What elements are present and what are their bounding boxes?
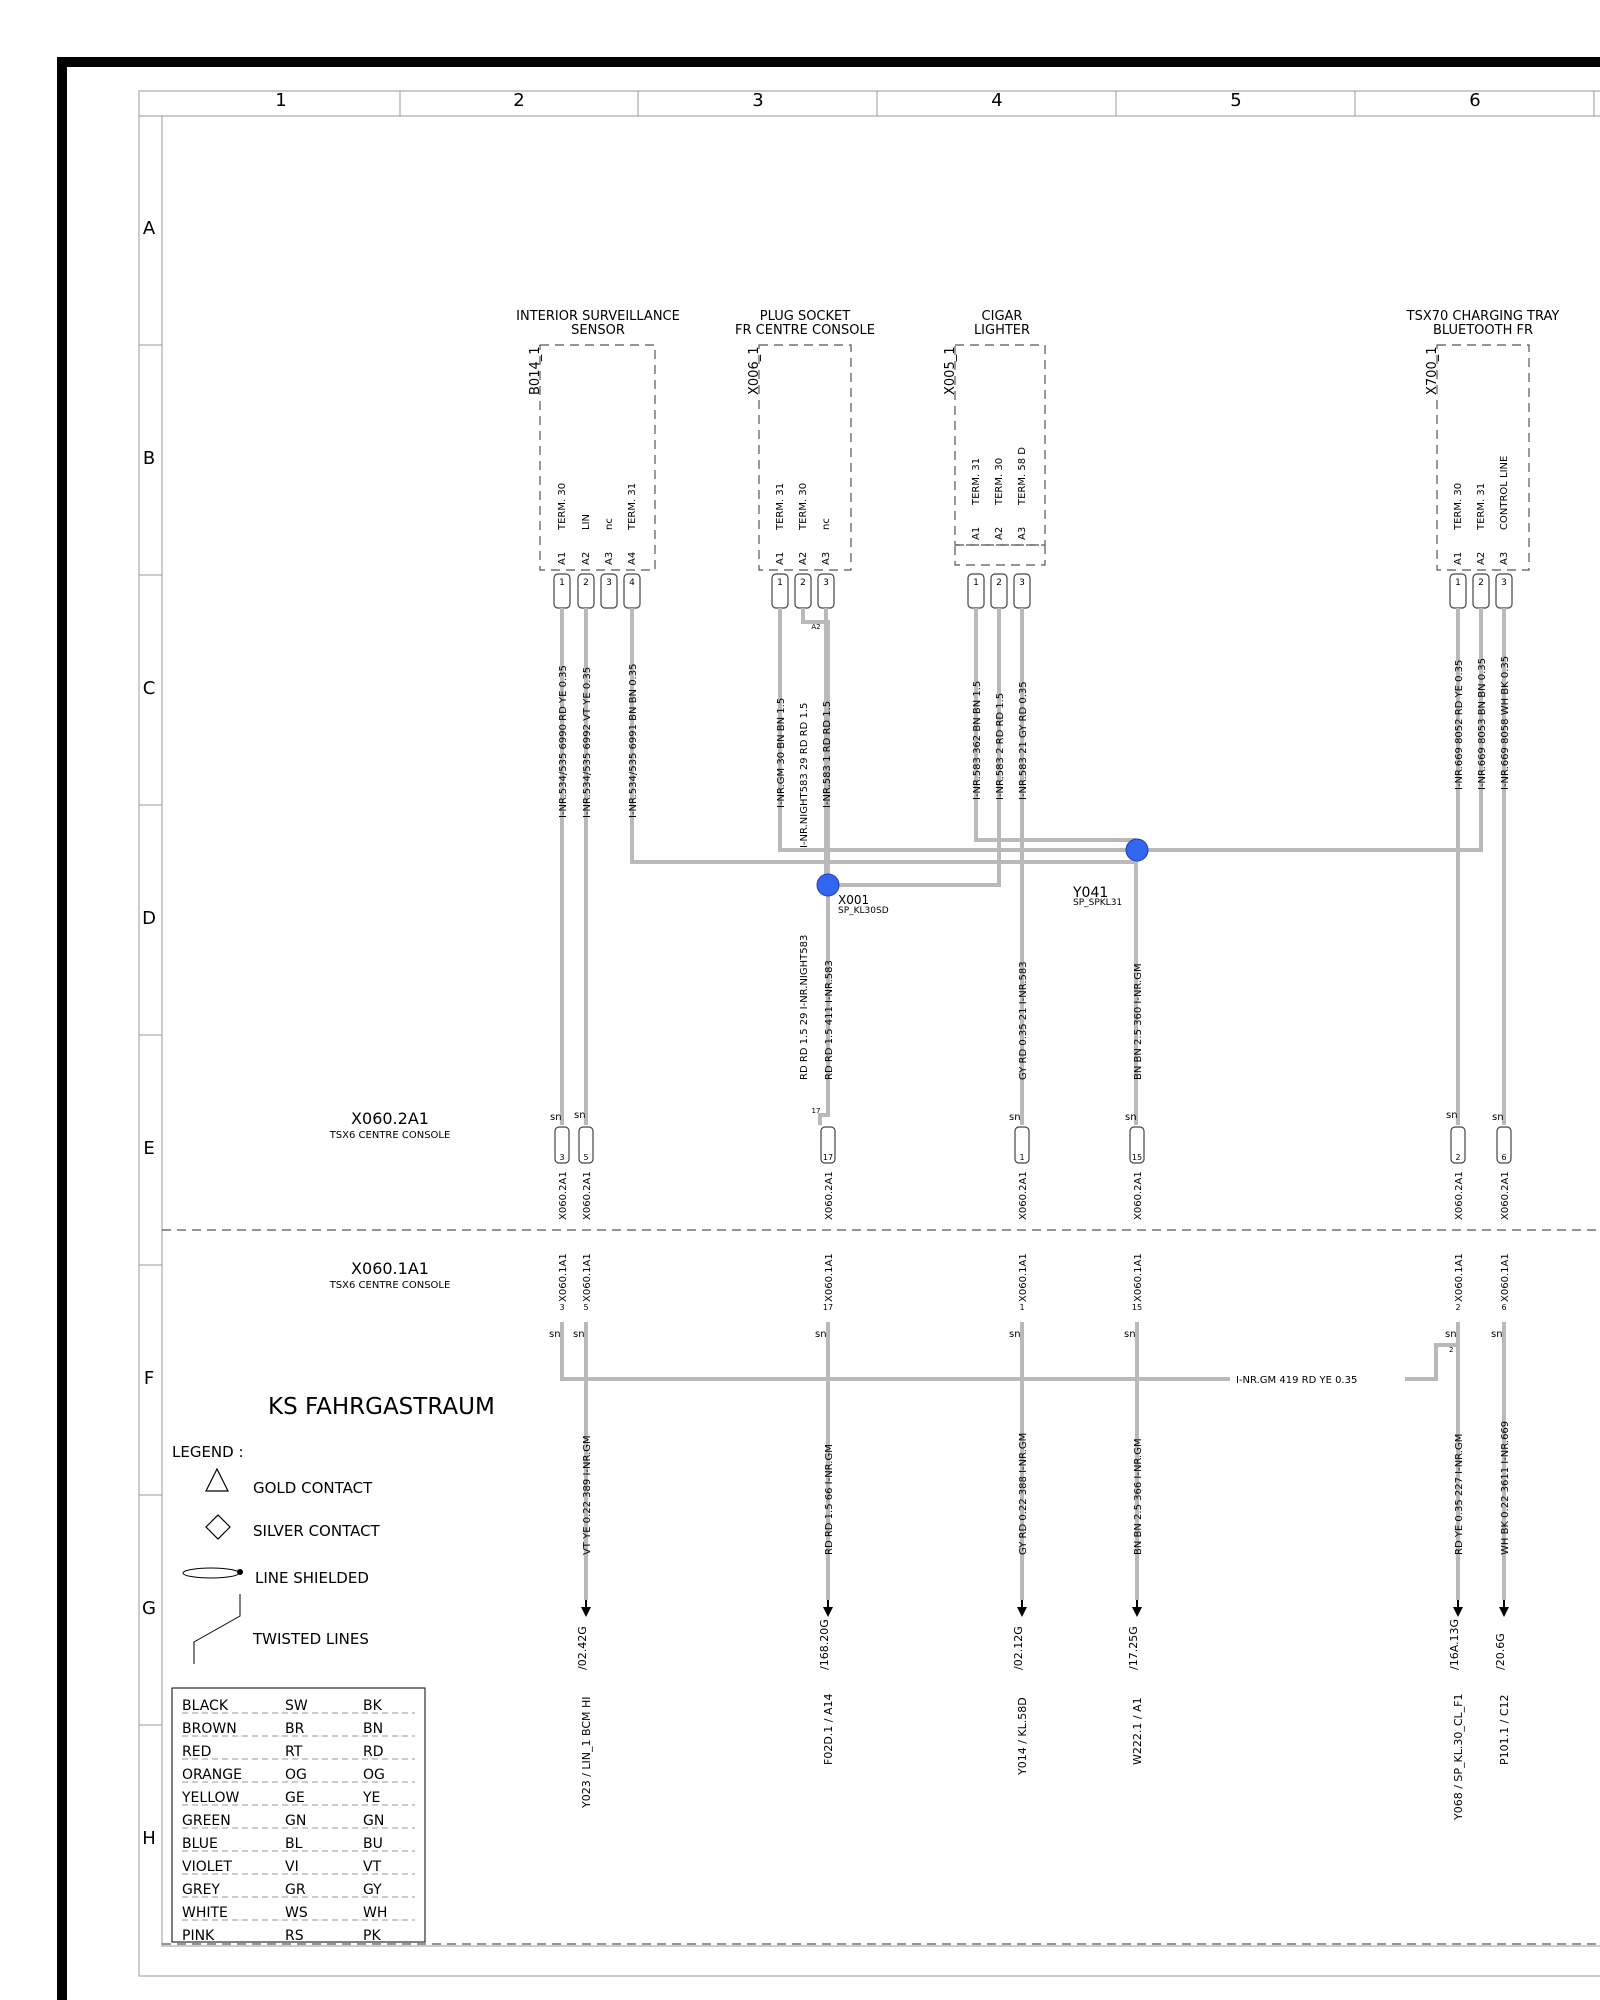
row-label: D: [142, 908, 156, 929]
color-name: ORANGE: [182, 1767, 242, 1783]
wire-label: I-NR.GM 419 RD YE 0.35: [1236, 1375, 1358, 1386]
pin-id: A1: [1453, 551, 1464, 565]
pin-number: 2: [996, 578, 1002, 588]
upper-wire-labels: [558, 623, 1511, 848]
component-b014[interactable]: [516, 309, 680, 608]
connector-pin-label: X060.1A1: [558, 1253, 569, 1302]
row-label: H: [142, 1828, 156, 1849]
color-de: VI: [285, 1859, 299, 1875]
column-label: 3: [752, 90, 764, 111]
pin-name: TERM. 30: [1453, 482, 1464, 530]
pin-name: TERM. 30: [994, 457, 1005, 505]
component-title: BLUETOOTH FR: [1432, 323, 1534, 338]
middle-wire-labels: [799, 935, 1144, 1080]
row-label: F: [143, 1368, 155, 1389]
pin-number: 15: [1131, 1303, 1143, 1312]
color-en: BU: [363, 1836, 383, 1852]
color-de: WS: [285, 1905, 308, 1921]
legend-item-label: SILVER CONTACT: [253, 1522, 380, 1540]
connector-pin-label: X060.1A1: [824, 1253, 835, 1302]
color-name: PINK: [182, 1928, 215, 1944]
splice-name: X001: [838, 893, 870, 907]
pin-number: 6: [1501, 1153, 1507, 1162]
pin-number: 1: [1019, 1303, 1025, 1312]
component-id: X700_1: [1425, 346, 1440, 395]
lower-arrows: [586, 1600, 1504, 1612]
splice-sub: SP_SPKL31: [1073, 898, 1123, 908]
component-x700[interactable]: [1406, 309, 1560, 608]
page-ref[interactable]: /16A.13G: [1448, 1618, 1461, 1670]
pin-number: 15: [1131, 1153, 1143, 1162]
sn-label: sn: [815, 1329, 827, 1340]
pin-number: 6: [1501, 1303, 1507, 1312]
lower-wires: [562, 1322, 1504, 1600]
pin-name: TERM. 58 D: [1017, 447, 1028, 505]
color-name: BROWN: [182, 1721, 237, 1737]
wire-label: GY RD 0.22 388 I-NR.GM: [1018, 1432, 1029, 1555]
pin-id: A1: [775, 551, 786, 565]
connector-pin-label: X060.2A1: [1018, 1171, 1029, 1220]
destination-ref: Y023 / LIN_1 BCM HI: [580, 1696, 593, 1808]
component-title: TSX70 CHARGING TRAY: [1406, 309, 1560, 324]
destination-ref: Y014 / KL.58D: [1016, 1697, 1029, 1775]
component-x006[interactable]: [735, 309, 875, 608]
wire-label: I-NR.GM 30 BN BN 1.5: [776, 697, 787, 808]
page-ref[interactable]: /02.42G: [576, 1626, 589, 1670]
connector-desc: TSX6 CENTRE CONSOLE: [329, 1280, 451, 1291]
wire-label: RD YE 0.35 227 I-NR.GM: [1454, 1433, 1465, 1555]
pin-number: 5: [583, 1153, 589, 1162]
sn-label: sn: [1492, 1112, 1504, 1123]
pin-number: 1: [1019, 1153, 1025, 1162]
pin-id: A2: [798, 551, 809, 565]
pin-name: TERM. 31: [775, 482, 786, 530]
diagram-title: KS FAHRGASTRAUM: [268, 1394, 495, 1420]
pin-number: 17: [822, 1303, 834, 1312]
sn-label: sn: [1009, 1112, 1021, 1123]
color-en: BK: [363, 1698, 382, 1714]
color-en: BN: [363, 1721, 384, 1737]
row-label: B: [142, 448, 156, 469]
pin-number: 1: [1455, 578, 1461, 588]
wire-label: I-NR.669 8058 WH BK 0.35: [1500, 655, 1511, 790]
sn-label: sn: [1445, 1329, 1457, 1340]
legend-item-label: TWISTED LINES: [253, 1630, 369, 1648]
connector-pin-label: X060.2A1: [582, 1171, 593, 1220]
connector-pin-label: X060.1A1: [1133, 1253, 1144, 1302]
destination-ref: F02D.1 / A14: [822, 1693, 835, 1765]
pin-number: 3: [559, 1153, 565, 1162]
sn-label: sn: [573, 1329, 585, 1340]
wire-label: VT YE 0.22 389 I-NR.GM: [582, 1435, 593, 1555]
pin-id: A3: [604, 551, 615, 565]
pin-id: A2: [1476, 551, 1487, 565]
wire-label: I-NR.669 8053 BN BN 0.35: [1477, 657, 1488, 790]
component-title: PLUG SOCKET: [759, 309, 851, 324]
color-de: GE: [285, 1790, 305, 1806]
wire-label: I-NR.583 2 RD RD 1.5: [995, 692, 1006, 800]
color-en: YE: [363, 1790, 381, 1806]
connector-name: X060.2A1: [351, 1109, 429, 1128]
pin-id: A2: [994, 526, 1005, 540]
wire-label: RD RD 1.5 29 I-NR.NIGHT583: [799, 934, 810, 1080]
component-title: LIGHTER: [973, 323, 1031, 338]
page-ref[interactable]: /02.12G: [1012, 1626, 1025, 1670]
component-title: FR CENTRE CONSOLE: [735, 323, 875, 338]
color-table-rows: [181, 1698, 387, 1944]
wire-label: RD RD 1.5 411 I-NR.583: [824, 960, 835, 1080]
component-title: CIGAR: [981, 309, 1023, 324]
pin-id: A3: [1499, 551, 1510, 565]
color-name: YELLOW: [182, 1790, 240, 1806]
column-label: 4: [991, 90, 1003, 111]
connector-pin-label: X060.2A1: [558, 1171, 569, 1220]
component-id: X006_1: [747, 346, 762, 395]
page-references[interactable]: [576, 1619, 1511, 1821]
pin-number: 4: [629, 578, 635, 588]
legend-item-label: GOLD CONTACT: [253, 1479, 373, 1497]
sn-label: sn: [1124, 1329, 1136, 1340]
shielded-line-dot-icon: [237, 1569, 243, 1575]
legend-heading: LEGEND :: [172, 1443, 244, 1461]
pin-number: 3: [1019, 578, 1025, 588]
shielded-line-icon: [183, 1568, 239, 1578]
sn-label: sn: [1491, 1329, 1503, 1340]
pin-name: LIN: [581, 513, 592, 530]
pin-number: 2: [583, 578, 589, 588]
color-de: RT: [285, 1744, 303, 1760]
color-en: GN: [363, 1813, 385, 1829]
pin-number: 2: [800, 578, 806, 588]
splice-name: Y041: [1073, 885, 1109, 901]
pin-number: 2: [1478, 578, 1484, 588]
color-en: GY: [363, 1882, 382, 1898]
sn-label: sn: [1125, 1112, 1137, 1123]
pin-number: 3: [823, 578, 829, 588]
pin-name: TERM. 31: [627, 482, 638, 530]
component-id: X005_1: [943, 346, 958, 395]
wire-label: RD RD 1.5 66 I-NR.GM: [824, 1444, 835, 1555]
pin-name: CONTROL LINE: [1499, 455, 1510, 530]
component-title: INTERIOR SURVEILLANCE: [516, 309, 680, 324]
wire-label: WH BK 0.22 3611 I-NR.669: [1500, 1420, 1511, 1555]
page-ref[interactable]: /20.6G: [1494, 1633, 1507, 1670]
column-label: 2: [513, 90, 525, 111]
connector-pin-label: X060.2A1: [1500, 1171, 1511, 1220]
row-ruler: [139, 218, 162, 1849]
legend: [172, 1394, 495, 1944]
color-name: BLACK: [182, 1698, 229, 1714]
color-name: BLUE: [182, 1836, 218, 1852]
pin-number: 2: [1455, 1303, 1461, 1312]
wire-label: I-NR.NIGHT583 29 RD RD 1.5: [799, 702, 810, 848]
connector-pin-label: X060.1A1: [1454, 1253, 1465, 1302]
wire-label: I-NR.583 21 GY RD 0.35: [1018, 681, 1029, 800]
wire-label: I-NR.669 8052 RD YE 0.35: [1454, 659, 1465, 790]
destination-ref: W222.1 / A1: [1131, 1697, 1144, 1765]
connector-pin-label: X060.1A1: [1018, 1253, 1029, 1302]
pin-name: TERM. 30: [557, 482, 568, 530]
connector-pin-label: X060.2A1: [824, 1171, 835, 1220]
row-label: E: [143, 1138, 155, 1159]
connector-x060-1a1[interactable]: [329, 1253, 1511, 1354]
pin-number: 5: [583, 1303, 589, 1312]
page-ref[interactable]: /168.20G: [818, 1619, 831, 1670]
color-en: VT: [363, 1859, 382, 1875]
pin-id: A2: [581, 551, 592, 565]
pin-id: A4: [627, 551, 638, 565]
sn-label: sn: [1009, 1329, 1021, 1340]
wire-label: I-NR.583 362 BN BN 1.5: [972, 680, 983, 800]
pin-name: TERM. 31: [1476, 482, 1487, 530]
connector-pin-label: X060.2A1: [1133, 1171, 1144, 1220]
pin-number: 17: [822, 1153, 834, 1162]
pin-name: TERM. 30: [798, 482, 809, 530]
connector-desc: TSX6 CENTRE CONSOLE: [329, 1130, 451, 1141]
column-label: 6: [1469, 90, 1481, 111]
wire-tag: 17: [811, 1107, 821, 1115]
pin-number: 3: [606, 578, 612, 588]
row-label: A: [142, 218, 156, 239]
pin-id: A1: [971, 526, 982, 540]
pin-name: TERM. 31: [971, 457, 982, 505]
wire-label: I-NR.534/535 6990 RD YE 0.35: [558, 665, 569, 818]
sn-label: sn: [1446, 1110, 1458, 1121]
pin-number: 1: [777, 578, 783, 588]
color-en: RD: [363, 1744, 384, 1760]
sn-label: sn: [549, 1329, 561, 1340]
gold-contact-icon: [206, 1469, 228, 1491]
connector-x060-2a1[interactable]: [329, 1107, 1511, 1220]
splice-sub: SP_KL30SD: [838, 906, 889, 916]
lower-wire-labels: [582, 1372, 1511, 1555]
color-en: WH: [363, 1905, 388, 1921]
color-en: PK: [363, 1928, 381, 1944]
color-en: OG: [363, 1767, 385, 1783]
legend-item-label: LINE SHIELDED: [255, 1569, 369, 1587]
color-name: GREY: [182, 1882, 220, 1898]
row-label: C: [142, 678, 156, 699]
pin-number: 3: [559, 1303, 565, 1312]
component-title: SENSOR: [571, 323, 625, 338]
sn-label: sn: [550, 1112, 562, 1123]
color-de: GR: [285, 1882, 306, 1898]
color-de: GN: [285, 1813, 307, 1829]
color-name: RED: [182, 1744, 212, 1760]
wire-tag: A2: [811, 623, 821, 631]
color-de: RS: [285, 1928, 304, 1944]
row-label: G: [142, 1598, 156, 1619]
wire-label: BN BN 2.5 360 I-NR.GM: [1133, 963, 1144, 1080]
component-x005[interactable]: [943, 309, 1045, 608]
column-label: 1: [275, 90, 287, 111]
wire-label: GY RD 0.35 21 I-NR.583: [1018, 961, 1029, 1080]
wire-label: BN BN 2.5 366 I-NR.GM: [1133, 1438, 1144, 1555]
column-label: 5: [1230, 90, 1242, 111]
pin-number: 3: [1501, 578, 1507, 588]
pin-name: nc: [821, 518, 832, 530]
pin-name: nc: [604, 518, 615, 530]
connector-pin-label: X060.1A1: [1500, 1253, 1511, 1302]
pin-id: A3: [821, 551, 832, 565]
silver-contact-icon: [206, 1515, 230, 1539]
pin-number: 2: [1455, 1153, 1461, 1162]
color-name: VIOLET: [182, 1859, 232, 1875]
color-de: OG: [285, 1767, 307, 1783]
column-ruler: [275, 90, 1594, 116]
page-ref[interactable]: /17.25G: [1127, 1626, 1140, 1670]
connector-pin-label: X060.1A1: [582, 1253, 593, 1302]
upper-wires: [562, 608, 1504, 1125]
pin-number: 1: [559, 578, 565, 588]
color-de: SW: [285, 1698, 308, 1714]
pin-id: A3: [1017, 526, 1028, 540]
wire-label: I-NR.534/535 6991 BN BN 0.35: [628, 663, 639, 818]
wire-label: I-NR.583 1 RD RD 1.5: [822, 700, 833, 808]
connector-pin-label: X060.2A1: [1454, 1171, 1465, 1220]
sn-label: sn: [574, 1110, 586, 1121]
color-de: BR: [285, 1721, 305, 1737]
destination-ref: P101.1 / C12: [1498, 1694, 1511, 1765]
twisted-lines-icon: [194, 1594, 240, 1664]
connector-name: X060.1A1: [351, 1259, 429, 1278]
destination-ref: Y068 / SP_KL.30_CL_F1: [1452, 1693, 1465, 1820]
color-name: GREEN: [182, 1813, 231, 1829]
color-name: WHITE: [182, 1905, 228, 1921]
pin-number: 1: [973, 578, 979, 588]
pin-id: A1: [557, 551, 568, 565]
wire-tag: 2: [1449, 1346, 1454, 1354]
component-id: B014_1: [528, 346, 543, 395]
wire-label: I-NR.534/535 6992 VT YE 0.35: [582, 666, 593, 818]
color-de: BL: [285, 1836, 303, 1852]
